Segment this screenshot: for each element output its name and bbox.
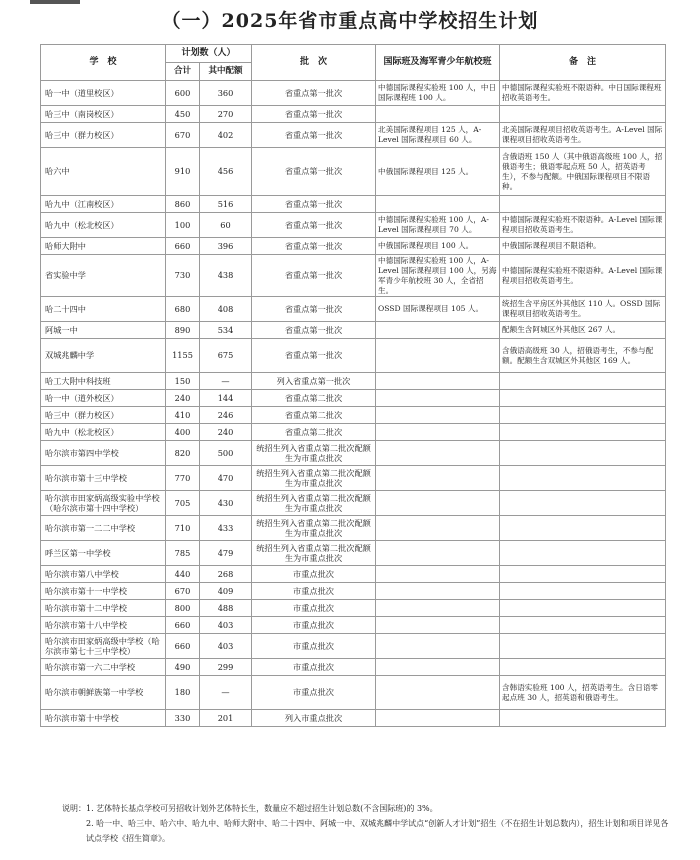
table-row: [41, 617, 666, 634]
remarks-cell: [500, 407, 666, 424]
intl-cell: [376, 566, 500, 583]
intl-cell: 中德国际课程实验班 100 人，A-Level 国际课程项目 100 人，另海军青少年航校班 30 人，全省招生。: [376, 255, 500, 297]
total-cell: 770: [166, 466, 200, 491]
total-cell: 670: [166, 583, 200, 600]
quota-cell: 240: [200, 424, 252, 441]
school-cell: 哈一中（道外校区）: [41, 390, 166, 407]
quota-cell: 402: [200, 123, 252, 148]
batch-cell: 省重点第二批次: [252, 407, 376, 424]
school-cell: 哈尔滨市田家炳高级实验中学校（哈尔滨市第十四中学校）: [41, 491, 166, 516]
quota-cell: —: [200, 373, 252, 390]
quota-cell: 60: [200, 213, 252, 238]
total-cell: 410: [166, 407, 200, 424]
total-cell: 890: [166, 322, 200, 339]
quota-cell: 675: [200, 339, 252, 373]
intl-cell: [376, 390, 500, 407]
remarks-cell: 中德国际课程实验班不限语种。中日国际课程班招收英语考生。: [500, 81, 666, 106]
school-cell: 哈尔滨市第十中学校: [41, 710, 166, 727]
table-row: [41, 339, 666, 373]
intl-cell: [376, 196, 500, 213]
table-row: [41, 213, 666, 238]
intl-cell: [376, 617, 500, 634]
quota-cell: 299: [200, 659, 252, 676]
table-row: [41, 407, 666, 424]
header-plan: 计划数（人）: [166, 45, 252, 63]
quota-cell: 488: [200, 600, 252, 617]
table-row: [41, 390, 666, 407]
table-row: [41, 466, 666, 491]
intl-cell: [376, 541, 500, 566]
enrollment-table: [40, 44, 666, 727]
table-row: [41, 676, 666, 710]
intl-cell: [376, 424, 500, 441]
table-row: [41, 516, 666, 541]
total-cell: 705: [166, 491, 200, 516]
batch-cell: 市重点批次: [252, 659, 376, 676]
school-cell: 哈尔滨市第十二中学校: [41, 600, 166, 617]
total-cell: 240: [166, 390, 200, 407]
header-quota: 其中配额: [200, 63, 252, 81]
batch-cell: 市重点批次: [252, 566, 376, 583]
school-cell: 哈三中（群力校区）: [41, 407, 166, 424]
total-cell: 330: [166, 710, 200, 727]
intl-cell: [376, 466, 500, 491]
remarks-cell: 中俄国际课程项目不限语种。: [500, 238, 666, 255]
table-row: [41, 566, 666, 583]
batch-cell: 列入省重点第一批次: [252, 373, 376, 390]
intl-cell: [376, 373, 500, 390]
table-row: [41, 322, 666, 339]
quota-cell: 408: [200, 297, 252, 322]
total-cell: 600: [166, 81, 200, 106]
total-cell: 710: [166, 516, 200, 541]
batch-cell: 统招生列入省重点第二批次配额生为市重点批次: [252, 541, 376, 566]
table-row: [41, 634, 666, 659]
total-cell: 730: [166, 255, 200, 297]
header-batch: 批 次: [252, 45, 376, 81]
intl-cell: [376, 583, 500, 600]
quota-cell: 534: [200, 322, 252, 339]
table-row: [41, 600, 666, 617]
remarks-cell: 北美国际课程项目招收英语考生。A-Level 国际课程项目招收英语考生。: [500, 123, 666, 148]
total-cell: 910: [166, 148, 200, 196]
remarks-cell: 中德国际课程实验班不限语种。A-Level 国际课程项目招收英语考生。: [500, 255, 666, 297]
remarks-cell: [500, 617, 666, 634]
batch-cell: 省重点第一批次: [252, 81, 376, 106]
remarks-cell: [500, 106, 666, 123]
school-cell: 哈尔滨市第一二二中学校: [41, 516, 166, 541]
intl-cell: [376, 106, 500, 123]
school-cell: 哈九中（松北校区）: [41, 424, 166, 441]
quota-cell: 403: [200, 634, 252, 659]
note-line-1: 说明：1. 艺体特长基点学校可另招收计划外艺体特长生，数量应不超过招生计划总数(不含国际班)的 3%。: [62, 804, 438, 813]
school-cell: 哈尔滨市第四中学校: [41, 441, 166, 466]
school-cell: 哈尔滨市第十八中学校: [41, 617, 166, 634]
remarks-cell: 含俄语班 150 人（其中俄语高级班 100 人，招俄语考生；俄语零起点班 50 人，招英语考生），不参与配额。中俄国际课程项目不限语种。: [500, 148, 666, 196]
total-cell: 860: [166, 196, 200, 213]
batch-cell: 统招生列入省重点第二批次配额生为市重点批次: [252, 466, 376, 491]
remarks-cell: [500, 466, 666, 491]
header-intl: 国际班及海军青少年航校班: [376, 45, 500, 81]
batch-cell: 省重点第一批次: [252, 255, 376, 297]
school-cell: 哈三中（群力校区）: [41, 123, 166, 148]
quota-cell: 270: [200, 106, 252, 123]
intl-cell: 中德国际课程实验班 100 人，中日国际课程班 100 人。: [376, 81, 500, 106]
remarks-cell: [500, 196, 666, 213]
intl-cell: OSSD 国际课程项目 105 人。: [376, 297, 500, 322]
batch-cell: 省重点第一批次: [252, 238, 376, 255]
table-row: [41, 196, 666, 213]
quota-cell: 360: [200, 81, 252, 106]
table-row: [41, 491, 666, 516]
school-cell: 哈尔滨市田家炳高级中学校（哈尔滨市第七十三中学校）: [41, 634, 166, 659]
remarks-cell: [500, 516, 666, 541]
table-row: [41, 441, 666, 466]
quota-cell: 430: [200, 491, 252, 516]
quota-cell: 438: [200, 255, 252, 297]
total-cell: 670: [166, 123, 200, 148]
remarks-cell: [500, 441, 666, 466]
remarks-cell: 配额生含阿城区外其他区 267 人。: [500, 322, 666, 339]
school-cell: 哈尔滨市第十三中学校: [41, 466, 166, 491]
intl-cell: [376, 600, 500, 617]
intl-cell: [376, 676, 500, 710]
school-cell: 哈九中（松北校区）: [41, 213, 166, 238]
total-cell: 800: [166, 600, 200, 617]
table-row: [41, 81, 666, 106]
remarks-cell: [500, 491, 666, 516]
note-line-2: 2. 哈一中、哈三中、哈六中、哈九中、哈师大附中、哈二十四中、阿城一中、双城兆麟中学试点“创新人才计划”招生（不在招生计划总数内），招生计划和项目详见各试点学校《招生简章》。: [86, 819, 669, 843]
total-cell: 660: [166, 617, 200, 634]
remarks-cell: [500, 634, 666, 659]
remarks-cell: [500, 390, 666, 407]
total-cell: 660: [166, 238, 200, 255]
quota-cell: 144: [200, 390, 252, 407]
total-cell: 785: [166, 541, 200, 566]
total-cell: 490: [166, 659, 200, 676]
table-row: [41, 373, 666, 390]
header-total: 合计: [166, 63, 200, 81]
batch-cell: 市重点批次: [252, 583, 376, 600]
total-cell: 680: [166, 297, 200, 322]
quota-cell: 479: [200, 541, 252, 566]
page-title: （一）2025年省市重点高中学校招生计划: [161, 10, 539, 32]
footnotes: [62, 801, 672, 846]
table-row: [41, 255, 666, 297]
total-cell: 450: [166, 106, 200, 123]
school-cell: 哈尔滨市第一六二中学校: [41, 659, 166, 676]
remarks-cell: [500, 424, 666, 441]
remarks-cell: [500, 541, 666, 566]
table-row: [41, 659, 666, 676]
batch-cell: 市重点批次: [252, 617, 376, 634]
batch-cell: 省重点第二批次: [252, 390, 376, 407]
quota-cell: 246: [200, 407, 252, 424]
quota-cell: —: [200, 676, 252, 710]
top-mark: [30, 0, 80, 4]
total-cell: 150: [166, 373, 200, 390]
total-cell: 660: [166, 634, 200, 659]
quota-cell: 470: [200, 466, 252, 491]
total-cell: 440: [166, 566, 200, 583]
batch-cell: 省重点第二批次: [252, 424, 376, 441]
quota-cell: 409: [200, 583, 252, 600]
batch-cell: 省重点第一批次: [252, 297, 376, 322]
remarks-cell: [500, 659, 666, 676]
table-row: [41, 541, 666, 566]
batch-cell: 省重点第一批次: [252, 196, 376, 213]
total-cell: 1155: [166, 339, 200, 373]
remarks-cell: [500, 373, 666, 390]
school-cell: 阿城一中: [41, 322, 166, 339]
school-cell: 呼兰区第一中学校: [41, 541, 166, 566]
table-row: [41, 148, 666, 196]
table-row: [41, 106, 666, 123]
quota-cell: 396: [200, 238, 252, 255]
table-row: [41, 297, 666, 322]
school-cell: 哈尔滨市第八中学校: [41, 566, 166, 583]
batch-cell: 省重点第一批次: [252, 123, 376, 148]
table-row: [41, 424, 666, 441]
intl-cell: [376, 516, 500, 541]
remarks-cell: 中德国际课程实验班不限语种。A-Level 国际课程项目招收英语考生。: [500, 213, 666, 238]
batch-cell: 省重点第一批次: [252, 148, 376, 196]
table-row: [41, 710, 666, 727]
intl-cell: [376, 491, 500, 516]
table-row: [41, 238, 666, 255]
header-school: 学 校: [41, 45, 166, 81]
quota-cell: 403: [200, 617, 252, 634]
batch-cell: 市重点批次: [252, 600, 376, 617]
intl-cell: 北美国际课程项目 125 人，A-Level 国际课程项目 60 人。: [376, 123, 500, 148]
batch-cell: 省重点第一批次: [252, 213, 376, 238]
intl-cell: [376, 710, 500, 727]
school-cell: 哈三中（南岗校区）: [41, 106, 166, 123]
school-cell: 哈师大附中: [41, 238, 166, 255]
batch-cell: 列入市重点批次: [252, 710, 376, 727]
header-remarks: 备 注: [500, 45, 666, 81]
intl-cell: [376, 659, 500, 676]
batch-cell: 省重点第一批次: [252, 339, 376, 373]
batch-cell: 统招生列入省重点第二批次配额生为市重点批次: [252, 491, 376, 516]
school-cell: 省实验中学: [41, 255, 166, 297]
total-cell: 100: [166, 213, 200, 238]
intl-cell: [376, 441, 500, 466]
quota-cell: 268: [200, 566, 252, 583]
remarks-cell: [500, 583, 666, 600]
school-cell: 哈工大附中科技班: [41, 373, 166, 390]
school-cell: 双城兆麟中学: [41, 339, 166, 373]
quota-cell: 516: [200, 196, 252, 213]
remarks-cell: [500, 710, 666, 727]
quota-cell: 201: [200, 710, 252, 727]
table-row: [41, 123, 666, 148]
intl-cell: [376, 322, 500, 339]
remarks-cell: 含韩语实验班 100 人，招英语考生。含日语零起点班 30 人，招英语和俄语考生。: [500, 676, 666, 710]
remarks-cell: 统招生含平房区外其他区 110 人。OSSD 国际课程项目招收英语考生。: [500, 297, 666, 322]
school-cell: 哈六中: [41, 148, 166, 196]
school-cell: 哈一中（道里校区）: [41, 81, 166, 106]
school-cell: 哈尔滨市朝鲜族第一中学校: [41, 676, 166, 710]
total-cell: 180: [166, 676, 200, 710]
batch-cell: 市重点批次: [252, 676, 376, 710]
batch-cell: 市重点批次: [252, 634, 376, 659]
intl-cell: 中俄国际课程项目 100 人。: [376, 238, 500, 255]
table-row: [41, 583, 666, 600]
total-cell: 400: [166, 424, 200, 441]
intl-cell: 中俄国际课程项目 125 人。: [376, 148, 500, 196]
quota-cell: 500: [200, 441, 252, 466]
quota-cell: 433: [200, 516, 252, 541]
batch-cell: 统招生列入省重点第二批次配额生为市重点批次: [252, 441, 376, 466]
batch-cell: 统招生列入省重点第二批次配额生为市重点批次: [252, 516, 376, 541]
batch-cell: 省重点第一批次: [252, 322, 376, 339]
batch-cell: 省重点第一批次: [252, 106, 376, 123]
school-cell: 哈九中（江南校区）: [41, 196, 166, 213]
quota-cell: 456: [200, 148, 252, 196]
school-cell: 哈二十四中: [41, 297, 166, 322]
intl-cell: [376, 634, 500, 659]
remarks-cell: [500, 600, 666, 617]
intl-cell: 中德国际课程实验班 100 人，A-Level 国际课程项目 70 人。: [376, 213, 500, 238]
remarks-cell: [500, 566, 666, 583]
remarks-cell: 含俄语高级班 30 人，招俄语考生，不参与配额。配额生含双城区外其他区 169 人。: [500, 339, 666, 373]
intl-cell: [376, 407, 500, 424]
school-cell: 哈尔滨市第十一中学校: [41, 583, 166, 600]
intl-cell: [376, 339, 500, 373]
total-cell: 820: [166, 441, 200, 466]
